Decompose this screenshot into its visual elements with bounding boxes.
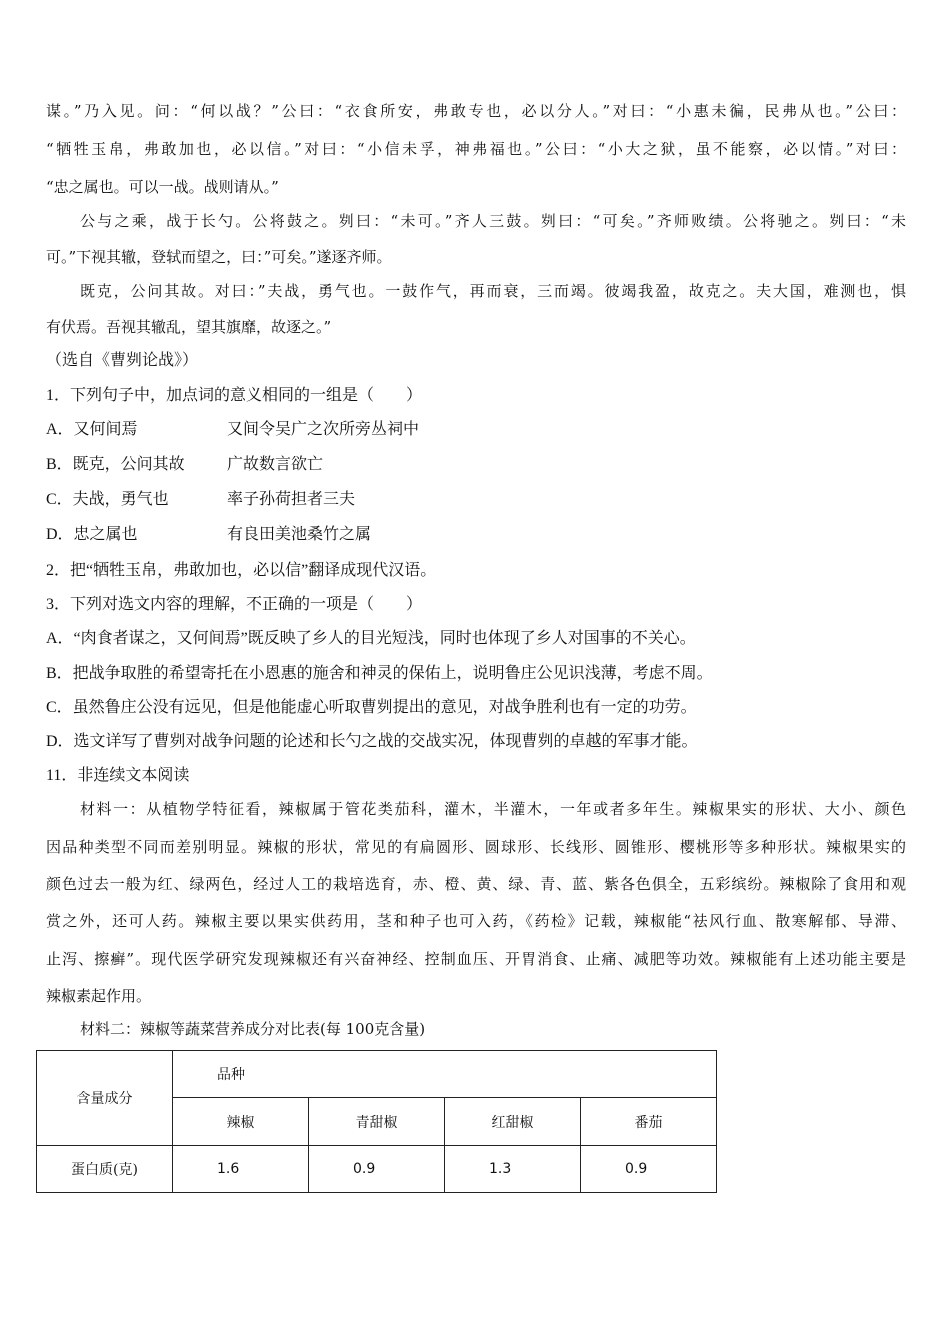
table-column-header: 青甜椒 [309, 1098, 445, 1146]
table-row [37, 1146, 717, 1193]
material2-title: 材料二：辣椒等蔬菜营养成分对比表(每 100克含量) [80, 1020, 426, 1038]
material1-line-4: 赏之外，还可人药。辣椒主要以果实供药用，茎和种子也可入药，《药检》记载，辣椒能“祛风行血、散寒解郁、导滞、 [46, 912, 906, 930]
passage-line-1: 谋。”乃入见。问：“何以战？”公曰：“衣食所安，弗敢专也，必以分人。”对曰：“小惠未徧，民弗从也。”公曰： [46, 102, 906, 120]
q1-option-d-left: D．忠之属也 [46, 526, 138, 543]
section11-title: 11．非连续文本阅读 [46, 767, 190, 784]
table-cell: 1.3 [445, 1146, 581, 1193]
table-column-header: 番茄 [581, 1098, 717, 1146]
q1-stem: 1．下列句子中，加点词的意义相同的一组是（ ） [46, 387, 423, 404]
q2-stem: 2．把“牺牲玉帛，弗敢加也，必以信”翻译成现代汉语。 [46, 562, 437, 579]
q1-option-a-left: A．又何间焉 [46, 421, 138, 438]
q1-option-b-left: B．既克，公问其故 [46, 456, 185, 473]
q1-option-c-right: 率子孙荷担者三夫 [227, 491, 356, 508]
table-column-header: 辣椒 [173, 1098, 309, 1146]
table-cell: 0.9 [581, 1146, 717, 1193]
passage-line-3: “忠之属也。可以一战。战则请从。” [46, 178, 279, 196]
q3-option-a: A．“肉食者谋之，又何间焉”既反映了乡人的目光短浅，同时也体现了乡人对国事的不关心。 [46, 630, 696, 647]
material1-line-3: 颜色过去一般为红、绿两色，经过人工的栽培选育，赤、橙、黄、绿、青、蓝、紫各色俱全，五彩缤纷。辣椒除了食用和观 [46, 875, 906, 893]
q1-option-c-left: C．夫战，勇气也 [46, 491, 169, 508]
passage-line-2: “牺牲玉帛，弗敢加也，必以信。”对曰：“小信未孚，神弗福也。”公曰：“小大之狱，虽不能察，必以情。”对曰： [46, 140, 906, 158]
passage-source: （选自《曹刿论战》） [46, 352, 199, 369]
passage-line-5: 可。”下视其辙，登轼而望之，曰：”可矣。”遂逐齐师。 [46, 248, 392, 266]
passage-line-7: 有伏焉。吾视其辙乱，望其旗靡，故逐之。” [46, 318, 332, 336]
nutrition-table [36, 1050, 717, 1193]
q1-option-d-right: 有良田美池桑竹之属 [227, 526, 372, 543]
q1-option-b-right: 广故数言欲亡 [227, 456, 324, 473]
table-row-label: 蛋白质(克) [37, 1146, 173, 1193]
q3-option-b: B．把战争取胜的希望寄托在小恩惠的施舍和神灵的保佑上，说明鲁庄公见识浅薄，考虑不周。 [46, 665, 713, 682]
table-column-header: 红甜椒 [445, 1098, 581, 1146]
passage-line-6: 既克，公问其故。对曰：”夫战，勇气也。一鼓作气，再而衰，三而竭。彼竭我盈，故克之。夫大国，难测也，惧 [80, 282, 906, 300]
material1-line-2: 因品种类型不同而差别明显。辣椒的形状，常见的有扁圆形、圆球形、长线形、圆锥形、樱桃形等多种形状。辣椒果实的 [46, 838, 906, 856]
material1-line-5: 止泻、擦癣”。现代医学研究发现辣椒还有兴奋神经、控制血压、开胃消食、止痛、减肥等功效。辣椒能有上述功能主要是 [46, 950, 906, 968]
q3-stem: 3．下列对选文内容的理解，不正确的一项是（ ） [46, 596, 423, 613]
q3-option-d: D．选文详写了曹刿对战争问题的论述和长勺之战的交战实况，体现曹刿的卓越的军事才能。 [46, 733, 698, 750]
table-group-label: 品种 [173, 1051, 717, 1098]
q3-option-c: C．虽然鲁庄公没有远见，但是他能虚心听取曹刿提出的意见，对战争胜利也有一定的功劳。 [46, 699, 697, 716]
table-cell: 0.9 [309, 1146, 445, 1193]
material1-line-6: 辣椒素起作用。 [46, 987, 152, 1005]
passage-line-4: 公与之乘，战于长勺。公将鼓之。刿曰：“未可。”齐人三鼓。刿曰：“可矣。”齐师败绩。公将驰之。刿曰：“未 [80, 212, 906, 230]
table-corner-label: 含量成分 [37, 1051, 173, 1146]
material1-line-1: 材料一：从植物学特征看，辣椒属于管花类茄科，灌木，半灌木，一年或者多年生。辣椒果实的形状、大小、颜色 [80, 800, 906, 818]
table-cell: 1.6 [173, 1146, 309, 1193]
q1-option-a-right: 又间令吴广之次所旁丛祠中 [227, 421, 420, 438]
